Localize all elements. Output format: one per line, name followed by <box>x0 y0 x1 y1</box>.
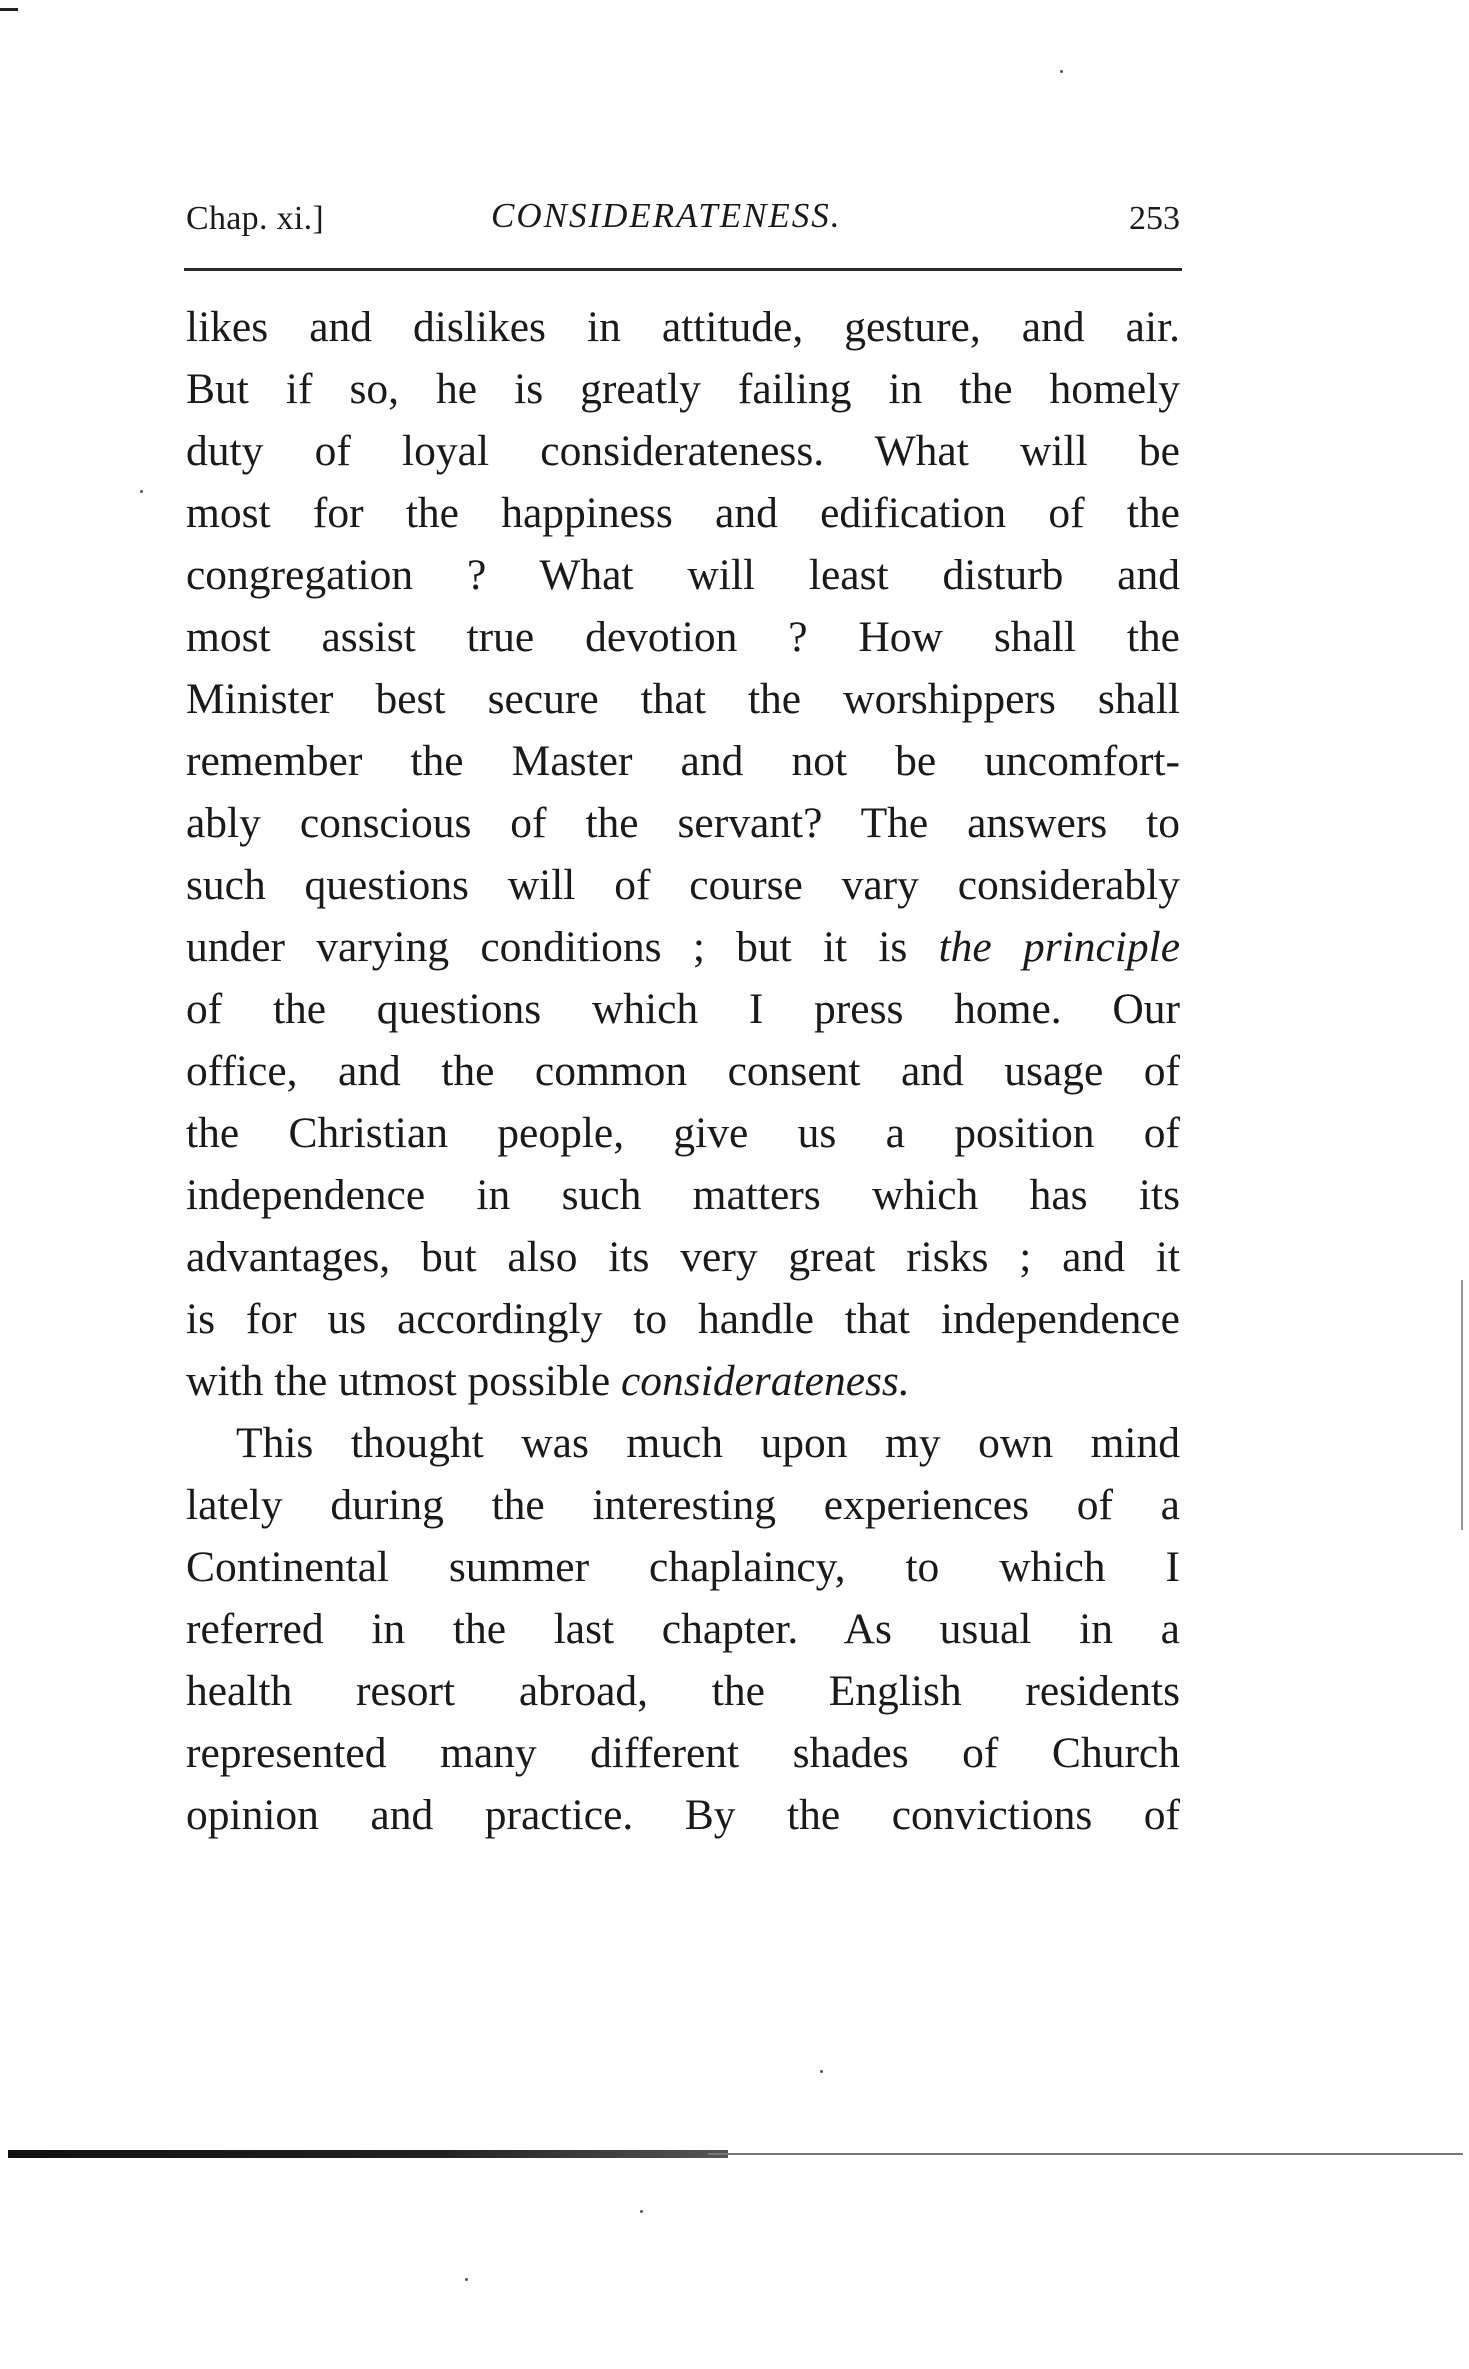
text-line: Continental summer chaplaincy, to which I <box>186 1543 1180 1591</box>
text-line: lately during the interesting experiences of a <box>186 1481 1180 1529</box>
text-segment: under varying conditions ; but it is <box>186 923 908 971</box>
text-line: remember the Master and not be uncomfort- <box>186 737 1180 785</box>
scan-speck <box>140 490 143 493</box>
chapter-label: Chap. xi.] <box>186 200 325 237</box>
scan-speck <box>1060 70 1063 73</box>
text-line: represented many different shades of Church <box>186 1729 1180 1777</box>
scan-bottom-rule <box>8 2150 1463 2158</box>
scan-corner-mark <box>0 8 18 11</box>
italic-phrase: the principle <box>938 923 1181 971</box>
scan-rule-thin <box>708 2153 1463 2155</box>
text-line: ably conscious of the servant? The answers to <box>186 799 1180 847</box>
running-title: CONSIDERATENESS. <box>491 196 842 235</box>
header-rule <box>184 268 1182 271</box>
text-line: most assist true devotion ? How shall the <box>186 613 1180 661</box>
text-line-with-italic <box>186 916 1180 978</box>
scan-rule-thick <box>8 2150 728 2158</box>
scan-speck <box>465 2278 468 2281</box>
text-line: Minister best secure that the worshippers shall <box>186 675 1180 723</box>
text-line: office, and the common consent and usage of <box>186 1047 1180 1095</box>
page-header <box>186 196 1180 246</box>
text-line: such questions will of course vary considerably <box>186 861 1180 909</box>
text-line: opinion and practice. By the convictions of <box>186 1791 1180 1839</box>
text-line: advantages, but also its very great risks ; and it <box>186 1233 1180 1281</box>
text-segment: with the utmost possible <box>186 1357 611 1405</box>
text-line: the Christian people, give us a position of <box>186 1109 1180 1157</box>
italic-phrase: considerateness. <box>621 1357 910 1405</box>
text-line: of the questions which I press home. Our <box>186 985 1180 1033</box>
scan-speck <box>640 2210 643 2213</box>
page-number: 253 <box>1129 200 1180 237</box>
body-text <box>186 296 1180 1846</box>
scan-speck <box>820 2070 823 2073</box>
text-line: But if so, he is greatly failing in the homely <box>186 365 1180 413</box>
scan-page-edge <box>1461 1280 1463 1530</box>
text-line: duty of loyal considerateness. What will be <box>186 427 1180 475</box>
text-line: independence in such matters which has its <box>186 1171 1180 1219</box>
text-line: most for the happiness and edification of the <box>186 489 1180 537</box>
paragraph-start-line: This thought was much upon my own mind <box>236 1419 1180 1467</box>
text-line: congregation ? What will least disturb and <box>186 551 1180 599</box>
text-line: is for us accordingly to handle that independence <box>186 1295 1180 1343</box>
text-line: referred in the last chapter. As usual in a <box>186 1605 1180 1653</box>
text-line: health resort abroad, the English residents <box>186 1667 1180 1715</box>
text-line-with-italic <box>186 1350 1180 1412</box>
text-line: likes and dislikes in attitude, gesture, and air. <box>186 303 1180 351</box>
